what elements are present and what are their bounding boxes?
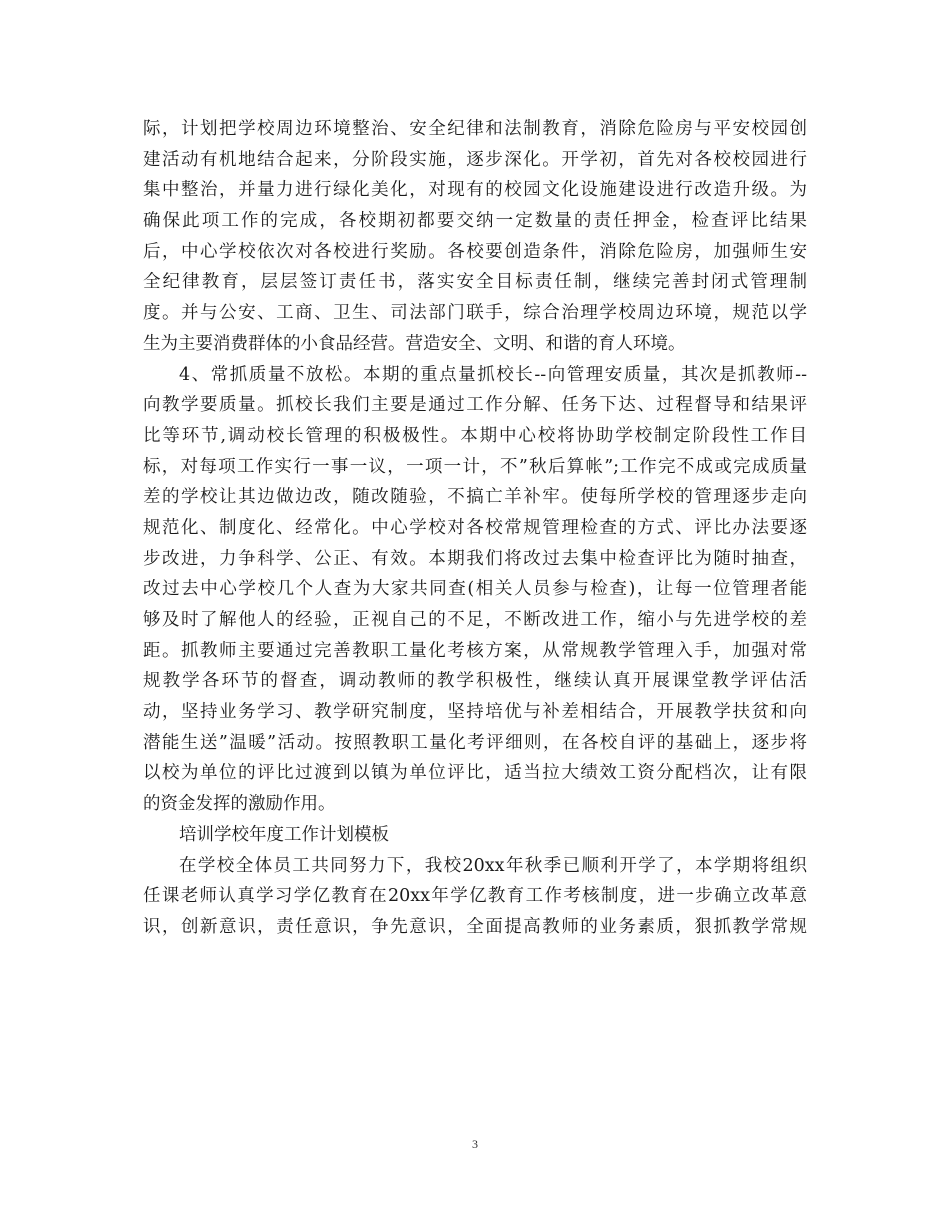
text-line: 动，坚持业务学习、教学研究制度，坚持培优与补差相结合，开展教学扶贫和向 [143, 702, 807, 723]
heading-text: 培训学校年度工作计划模板 [179, 824, 389, 845]
text-line: 规范化、制度化、经常化。中心学校对各校常规管理检查的方式、评比办法要逐 [143, 517, 807, 538]
paragraph-intro [143, 851, 807, 943]
text-line: 步改进，力争科学、公正、有效。本期我们将改过去集中检查评比为随时抽查， [143, 548, 807, 569]
text-line: 改过去中心学校几个人查为大家共同查(相关人员参与检查)，让每一位管理者能 [143, 579, 807, 600]
text-line: 度。并与公安、工商、卫生、司法部门联手，综合治理学校周边环境，规范以学 [143, 303, 807, 324]
text-line: 向教学要质量。抓校长我们主要是通过工作分解、任务下达、过程督导和结果评 [143, 395, 807, 416]
text-line: 距。抓教师主要通过完善教职工量化考核方案，从常规教学管理入手，加强对常 [143, 640, 807, 661]
paragraph-safety-campus [143, 114, 807, 360]
section-heading [143, 820, 807, 851]
text-line: 比等环节,调动校长管理的积极极性。本期中心校将协助学校制定阶段性工作目 [143, 425, 807, 446]
text-line: 标，对每项工作实行一事一议，一项一计，不”秋后算帐”;工作完不成或完成质量 [143, 456, 807, 477]
text-line: 建活动有机地结合起来，分阶段实施，逐步深化。开学初，首先对各校校园进行 [143, 149, 807, 170]
page-number: 3 [472, 1137, 478, 1151]
text-line: 后，中心学校依次对各校进行奖励。各校要创造条件，消除危险房，加强师生安 [143, 241, 807, 262]
text-line: 4、常抓质量不放松。本期的重点量抓校长--向管理安质量，其次是抓教师-- [179, 364, 807, 385]
paragraph-quality [143, 360, 807, 820]
text-line: 确保此项工作的完成，各校期初都要交纳一定数量的责任押金，检查评比结果 [143, 211, 807, 232]
text-line: 任课老师认真学习学亿教育在20xx年学亿教育工作考核制度，进一步确立改革意 [143, 886, 807, 907]
text-line: 够及时了解他人的经验，正视自己的不足，不断改进工作，缩小与先进学校的差 [143, 610, 807, 630]
text-line: 生为主要消费群体的小食品经营。营造安全、文明、和谐的育人环境。 [143, 333, 686, 354]
text-line: 在学校全体员工共同努力下，我校20xx年秋季已顺利开学了，本学期将组织 [179, 855, 807, 876]
text-line: 以校为单位的评比过渡到以镇为单位评比，适当拉大绩效工资分配档次，让有限 [143, 763, 807, 784]
text-line: 识，创新意识，责任意识，争先意识，全面提高教师的业务素质，狠抓教学常规 [143, 916, 807, 937]
document-body [143, 114, 807, 943]
text-line: 差的学校让其边做边改，随改随验，不搞亡羊补牢。使每所学校的管理逐步走向 [143, 487, 807, 508]
text-line: 全纪律教育，层层签订责任书，落实安全目标责任制，继续完善封闭式管理制 [143, 272, 807, 293]
text-line: 潜能生送”温暖”活动。按照教职工量化考评细则，在各校自评的基础上，逐步将 [143, 732, 807, 753]
text-line: 的资金发挥的激励作用。 [143, 794, 336, 815]
text-line: 规教学各环节的督查，调动教师的教学积极性，继续认真开展课堂教学评估活 [143, 671, 807, 692]
text-line: 集中整治，并量力进行绿化美化，对现有的校园文化设施建设进行改造升级。为 [143, 180, 807, 201]
text-line: 际，计划把学校周边环境整治、安全纪律和法制教育，消除危险房与平安校园创 [143, 119, 807, 139]
